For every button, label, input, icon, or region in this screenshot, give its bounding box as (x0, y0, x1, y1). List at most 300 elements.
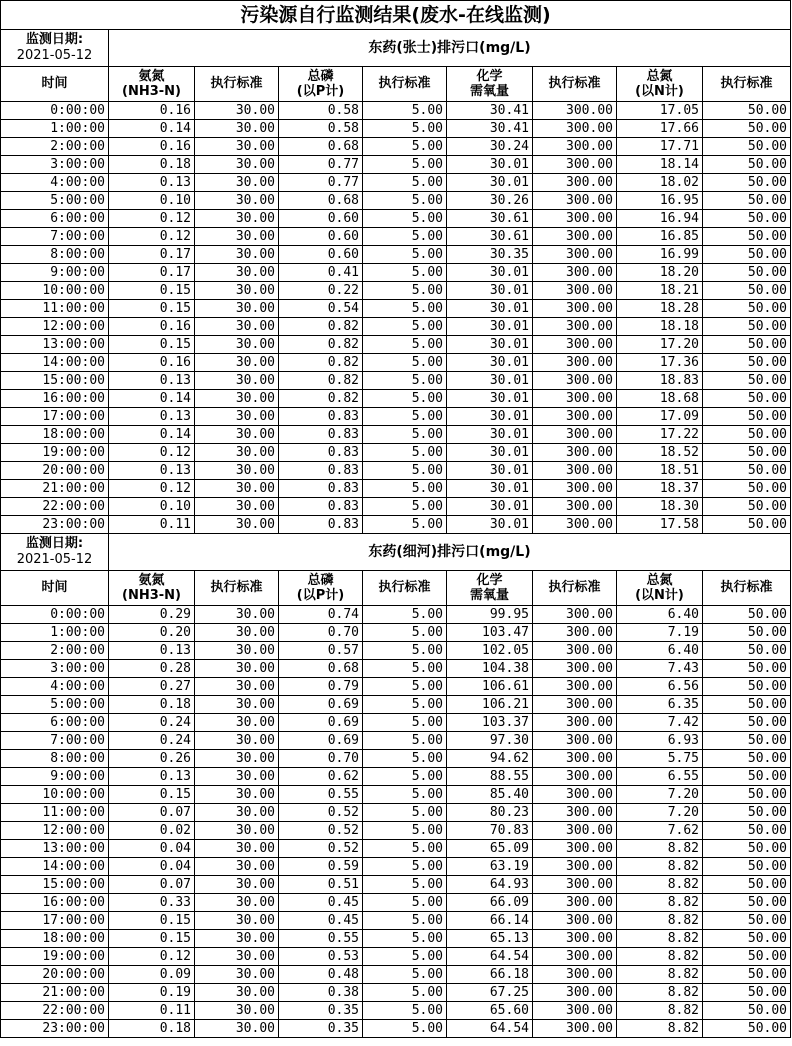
value-cell: 300.00 (533, 426, 617, 444)
value-cell: 30.00 (195, 264, 279, 282)
value-cell: 17.20 (617, 336, 703, 354)
table-row (1, 282, 791, 300)
column-header-line1: 总氮 (646, 573, 673, 588)
value-cell: 0.83 (279, 498, 363, 516)
value-cell: 0.69 (279, 732, 363, 750)
time-cell: 11:00:00 (1, 804, 109, 822)
value-cell: 300.00 (533, 786, 617, 804)
value-cell: 30.00 (195, 444, 279, 462)
column-header-line2: (以N计) (635, 588, 684, 603)
column-header-line1: 氨氮 (138, 69, 165, 84)
value-cell: 8.82 (617, 1020, 703, 1038)
value-cell: 30.00 (195, 894, 279, 912)
value-cell: 30.01 (447, 426, 533, 444)
value-cell: 0.79 (279, 678, 363, 696)
value-cell: 30.00 (195, 858, 279, 876)
column-header-line2: 需氧量 (469, 588, 509, 603)
value-cell: 17.36 (617, 354, 703, 372)
section-info-row (1, 30, 791, 67)
value-cell: 300.00 (533, 408, 617, 426)
value-cell: 50.00 (703, 948, 791, 966)
table-row (1, 480, 791, 498)
column-header-row (1, 571, 791, 606)
monitor-date-cell (1, 534, 109, 571)
time-cell: 19:00:00 (1, 444, 109, 462)
value-cell: 17.58 (617, 516, 703, 534)
value-cell: 0.04 (109, 840, 195, 858)
value-cell: 67.25 (447, 984, 533, 1002)
value-cell: 0.77 (279, 156, 363, 174)
value-cell: 5.00 (363, 282, 447, 300)
time-cell: 21:00:00 (1, 984, 109, 1002)
value-cell: 8.82 (617, 912, 703, 930)
value-cell: 0.55 (279, 930, 363, 948)
value-cell: 8.82 (617, 984, 703, 1002)
value-cell: 5.00 (363, 102, 447, 120)
value-cell: 65.60 (447, 1002, 533, 1020)
table-row (1, 642, 791, 660)
time-cell: 18:00:00 (1, 426, 109, 444)
column-header-line2: (以P计) (296, 588, 345, 603)
time-cell: 18:00:00 (1, 930, 109, 948)
value-cell: 0.18 (109, 696, 195, 714)
value-cell: 30.00 (195, 462, 279, 480)
value-cell: 50.00 (703, 336, 791, 354)
value-cell: 30.41 (447, 120, 533, 138)
value-cell: 0.83 (279, 426, 363, 444)
value-cell: 50.00 (703, 714, 791, 732)
value-cell: 0.07 (109, 804, 195, 822)
sheet-body (1, 1, 791, 1038)
column-header-line1: 执行标准 (548, 580, 601, 595)
column-header-line1: 时间 (41, 76, 68, 91)
value-cell: 5.00 (363, 264, 447, 282)
value-cell: 5.00 (363, 138, 447, 156)
time-cell: 4:00:00 (1, 174, 109, 192)
value-cell: 0.13 (109, 408, 195, 426)
column-header (195, 67, 279, 102)
value-cell: 18.18 (617, 318, 703, 336)
value-cell: 300.00 (533, 336, 617, 354)
value-cell: 300.00 (533, 228, 617, 246)
value-cell: 5.00 (363, 750, 447, 768)
value-cell: 17.66 (617, 120, 703, 138)
time-cell: 5:00:00 (1, 192, 109, 210)
table-row (1, 426, 791, 444)
value-cell: 0.58 (279, 102, 363, 120)
value-cell: 30.00 (195, 174, 279, 192)
column-header-line1: 执行标准 (210, 76, 263, 91)
value-cell: 50.00 (703, 138, 791, 156)
value-cell: 0.45 (279, 912, 363, 930)
value-cell: 50.00 (703, 498, 791, 516)
value-cell: 0.15 (109, 282, 195, 300)
monitor-date-value: 2021-05-12 (16, 48, 93, 63)
value-cell: 17.09 (617, 408, 703, 426)
value-cell: 30.00 (195, 768, 279, 786)
value-cell: 5.00 (363, 120, 447, 138)
value-cell: 30.00 (195, 750, 279, 768)
value-cell: 0.57 (279, 642, 363, 660)
value-cell: 50.00 (703, 912, 791, 930)
value-cell: 0.82 (279, 318, 363, 336)
time-cell: 21:00:00 (1, 480, 109, 498)
table-row (1, 714, 791, 732)
value-cell: 64.93 (447, 876, 533, 894)
table-row (1, 678, 791, 696)
column-header-line1: 执行标准 (378, 580, 431, 595)
value-cell: 30.61 (447, 228, 533, 246)
value-cell: 300.00 (533, 390, 617, 408)
monitor-date-value: 2021-05-12 (16, 552, 93, 567)
value-cell: 18.14 (617, 156, 703, 174)
value-cell: 0.83 (279, 516, 363, 534)
value-cell: 5.00 (363, 516, 447, 534)
time-cell: 8:00:00 (1, 246, 109, 264)
time-cell: 12:00:00 (1, 318, 109, 336)
value-cell: 300.00 (533, 876, 617, 894)
value-cell: 97.30 (447, 732, 533, 750)
column-header-line2: (以N计) (635, 84, 684, 99)
time-cell: 2:00:00 (1, 138, 109, 156)
table-row (1, 840, 791, 858)
value-cell: 50.00 (703, 462, 791, 480)
table-row (1, 876, 791, 894)
value-cell: 5.00 (363, 930, 447, 948)
value-cell: 30.00 (195, 876, 279, 894)
time-cell: 23:00:00 (1, 1020, 109, 1038)
value-cell: 300.00 (533, 678, 617, 696)
value-cell: 50.00 (703, 282, 791, 300)
column-header-line1: 执行标准 (378, 76, 431, 91)
value-cell: 0.15 (109, 336, 195, 354)
value-cell: 6.40 (617, 642, 703, 660)
value-cell: 0.15 (109, 930, 195, 948)
value-cell: 30.00 (195, 912, 279, 930)
value-cell: 0.11 (109, 1002, 195, 1020)
time-cell: 14:00:00 (1, 858, 109, 876)
value-cell: 18.21 (617, 282, 703, 300)
value-cell: 7.43 (617, 660, 703, 678)
value-cell: 0.70 (279, 624, 363, 642)
value-cell: 300.00 (533, 732, 617, 750)
value-cell: 5.00 (363, 408, 447, 426)
time-cell: 2:00:00 (1, 642, 109, 660)
value-cell: 0.16 (109, 318, 195, 336)
value-cell: 18.28 (617, 300, 703, 318)
value-cell: 50.00 (703, 372, 791, 390)
value-cell: 300.00 (533, 516, 617, 534)
value-cell: 18.30 (617, 498, 703, 516)
column-header-line1: 执行标准 (210, 580, 263, 595)
value-cell: 5.00 (363, 426, 447, 444)
column-header-line2: 需氧量 (469, 84, 509, 99)
value-cell: 0.77 (279, 174, 363, 192)
time-cell: 5:00:00 (1, 696, 109, 714)
column-header-line1: 化学 (476, 69, 503, 84)
time-cell: 13:00:00 (1, 336, 109, 354)
column-header (109, 67, 195, 102)
value-cell: 6.55 (617, 768, 703, 786)
value-cell: 30.01 (447, 300, 533, 318)
value-cell: 30.00 (195, 408, 279, 426)
value-cell: 300.00 (533, 282, 617, 300)
value-cell: 300.00 (533, 804, 617, 822)
value-cell: 30.00 (195, 120, 279, 138)
value-cell: 70.83 (447, 822, 533, 840)
value-cell: 50.00 (703, 354, 791, 372)
value-cell: 0.35 (279, 1002, 363, 1020)
value-cell: 0.28 (109, 660, 195, 678)
time-cell: 9:00:00 (1, 264, 109, 282)
value-cell: 30.00 (195, 102, 279, 120)
value-cell: 0.14 (109, 426, 195, 444)
value-cell: 0.18 (109, 156, 195, 174)
page-title: 污染源自行监测结果(废水-在线监测) (1, 1, 791, 30)
value-cell: 0.35 (279, 1020, 363, 1038)
monitor-date-label: 监测日期: (25, 32, 84, 47)
value-cell: 0.15 (109, 912, 195, 930)
value-cell: 5.00 (363, 624, 447, 642)
value-cell: 50.00 (703, 174, 791, 192)
table-row (1, 138, 791, 156)
value-cell: 30.00 (195, 516, 279, 534)
value-cell: 300.00 (533, 480, 617, 498)
table-row (1, 390, 791, 408)
table-row (1, 156, 791, 174)
outlet-name: 东药(张士)排污口(mg/L) (109, 30, 791, 67)
value-cell: 0.13 (109, 462, 195, 480)
value-cell: 0.58 (279, 120, 363, 138)
value-cell: 106.61 (447, 678, 533, 696)
time-cell: 3:00:00 (1, 156, 109, 174)
value-cell: 8.82 (617, 840, 703, 858)
value-cell: 5.00 (363, 156, 447, 174)
value-cell: 30.01 (447, 480, 533, 498)
value-cell: 300.00 (533, 714, 617, 732)
value-cell: 0.82 (279, 372, 363, 390)
value-cell: 0.52 (279, 804, 363, 822)
value-cell: 30.00 (195, 930, 279, 948)
value-cell: 8.82 (617, 1002, 703, 1020)
value-cell: 30.00 (195, 426, 279, 444)
value-cell: 50.00 (703, 894, 791, 912)
time-cell: 17:00:00 (1, 912, 109, 930)
value-cell: 18.51 (617, 462, 703, 480)
table-row (1, 624, 791, 642)
value-cell: 300.00 (533, 372, 617, 390)
value-cell: 30.00 (195, 336, 279, 354)
column-header (109, 571, 195, 606)
value-cell: 5.00 (363, 354, 447, 372)
column-header-line1: 化学 (476, 573, 503, 588)
value-cell: 0.13 (109, 174, 195, 192)
time-cell: 7:00:00 (1, 732, 109, 750)
column-header (447, 67, 533, 102)
value-cell: 50.00 (703, 876, 791, 894)
column-header-line1: 执行标准 (720, 580, 773, 595)
table-row (1, 1020, 791, 1038)
value-cell: 30.00 (195, 156, 279, 174)
value-cell: 80.23 (447, 804, 533, 822)
value-cell: 17.71 (617, 138, 703, 156)
value-cell: 8.82 (617, 930, 703, 948)
value-cell: 30.00 (195, 318, 279, 336)
table-row (1, 768, 791, 786)
value-cell: 5.00 (363, 876, 447, 894)
value-cell: 0.51 (279, 876, 363, 894)
value-cell: 5.00 (363, 894, 447, 912)
table-row (1, 246, 791, 264)
value-cell: 300.00 (533, 174, 617, 192)
value-cell: 50.00 (703, 264, 791, 282)
table-row (1, 822, 791, 840)
value-cell: 300.00 (533, 948, 617, 966)
value-cell: 30.35 (447, 246, 533, 264)
time-cell: 22:00:00 (1, 1002, 109, 1020)
value-cell: 0.68 (279, 660, 363, 678)
time-cell: 6:00:00 (1, 714, 109, 732)
value-cell: 5.00 (363, 678, 447, 696)
value-cell: 18.02 (617, 174, 703, 192)
value-cell: 6.40 (617, 606, 703, 624)
value-cell: 8.82 (617, 966, 703, 984)
value-cell: 50.00 (703, 1020, 791, 1038)
value-cell: 18.83 (617, 372, 703, 390)
value-cell: 66.18 (447, 966, 533, 984)
value-cell: 0.14 (109, 390, 195, 408)
value-cell: 30.00 (195, 282, 279, 300)
value-cell: 5.00 (363, 822, 447, 840)
value-cell: 30.01 (447, 264, 533, 282)
value-cell: 50.00 (703, 1002, 791, 1020)
time-cell: 20:00:00 (1, 462, 109, 480)
table-row (1, 660, 791, 678)
value-cell: 0.12 (109, 228, 195, 246)
value-cell: 30.00 (195, 480, 279, 498)
value-cell: 6.56 (617, 678, 703, 696)
value-cell: 30.01 (447, 390, 533, 408)
value-cell: 103.47 (447, 624, 533, 642)
value-cell: 30.00 (195, 696, 279, 714)
value-cell: 5.00 (363, 984, 447, 1002)
value-cell: 0.15 (109, 786, 195, 804)
value-cell: 17.05 (617, 102, 703, 120)
time-cell: 15:00:00 (1, 372, 109, 390)
table-row (1, 966, 791, 984)
value-cell: 5.00 (363, 966, 447, 984)
value-cell: 17.22 (617, 426, 703, 444)
value-cell: 103.37 (447, 714, 533, 732)
value-cell: 30.01 (447, 318, 533, 336)
value-cell: 30.00 (195, 390, 279, 408)
table-row (1, 336, 791, 354)
value-cell: 0.29 (109, 606, 195, 624)
value-cell: 0.41 (279, 264, 363, 282)
value-cell: 5.00 (363, 714, 447, 732)
value-cell: 5.00 (363, 1020, 447, 1038)
value-cell: 0.07 (109, 876, 195, 894)
value-cell: 0.24 (109, 732, 195, 750)
value-cell: 30.00 (195, 606, 279, 624)
column-header (703, 571, 791, 606)
column-header-line1: 执行标准 (548, 76, 601, 91)
value-cell: 50.00 (703, 606, 791, 624)
time-cell: 10:00:00 (1, 786, 109, 804)
value-cell: 16.95 (617, 192, 703, 210)
value-cell: 0.68 (279, 192, 363, 210)
value-cell: 5.00 (363, 246, 447, 264)
value-cell: 30.01 (447, 444, 533, 462)
value-cell: 0.20 (109, 624, 195, 642)
value-cell: 0.17 (109, 246, 195, 264)
time-cell: 20:00:00 (1, 966, 109, 984)
value-cell: 0.60 (279, 246, 363, 264)
time-cell: 9:00:00 (1, 768, 109, 786)
value-cell: 7.62 (617, 822, 703, 840)
value-cell: 0.22 (279, 282, 363, 300)
value-cell: 0.82 (279, 390, 363, 408)
column-header-line2: (以P计) (296, 84, 345, 99)
value-cell: 18.37 (617, 480, 703, 498)
value-cell: 50.00 (703, 642, 791, 660)
value-cell: 106.21 (447, 696, 533, 714)
value-cell: 6.35 (617, 696, 703, 714)
value-cell: 7.19 (617, 624, 703, 642)
value-cell: 7.20 (617, 804, 703, 822)
column-header-line2: (NH3-N) (122, 588, 181, 603)
table-row (1, 894, 791, 912)
value-cell: 0.19 (109, 984, 195, 1002)
value-cell: 0.83 (279, 444, 363, 462)
value-cell: 300.00 (533, 1020, 617, 1038)
value-cell: 300.00 (533, 966, 617, 984)
column-header (195, 571, 279, 606)
value-cell: 5.00 (363, 768, 447, 786)
value-cell: 30.00 (195, 1002, 279, 1020)
value-cell: 50.00 (703, 984, 791, 1002)
value-cell: 5.00 (363, 480, 447, 498)
value-cell: 50.00 (703, 696, 791, 714)
value-cell: 300.00 (533, 840, 617, 858)
value-cell: 50.00 (703, 156, 791, 174)
value-cell: 300.00 (533, 750, 617, 768)
column-header-line2: (NH3-N) (122, 84, 181, 99)
value-cell: 30.00 (195, 210, 279, 228)
column-header (363, 571, 447, 606)
time-cell: 6:00:00 (1, 210, 109, 228)
value-cell: 66.14 (447, 912, 533, 930)
value-cell: 30.00 (195, 372, 279, 390)
value-cell: 30.00 (195, 786, 279, 804)
value-cell: 0.45 (279, 894, 363, 912)
value-cell: 300.00 (533, 192, 617, 210)
value-cell: 0.52 (279, 840, 363, 858)
value-cell: 0.17 (109, 264, 195, 282)
table-row (1, 858, 791, 876)
value-cell: 99.95 (447, 606, 533, 624)
value-cell: 50.00 (703, 750, 791, 768)
value-cell: 0.53 (279, 948, 363, 966)
time-cell: 22:00:00 (1, 498, 109, 516)
value-cell: 64.54 (447, 1020, 533, 1038)
value-cell: 5.00 (363, 390, 447, 408)
value-cell: 50.00 (703, 210, 791, 228)
value-cell: 0.68 (279, 138, 363, 156)
column-header-line1: 总磷 (307, 69, 334, 84)
value-cell: 0.14 (109, 120, 195, 138)
value-cell: 5.00 (363, 462, 447, 480)
